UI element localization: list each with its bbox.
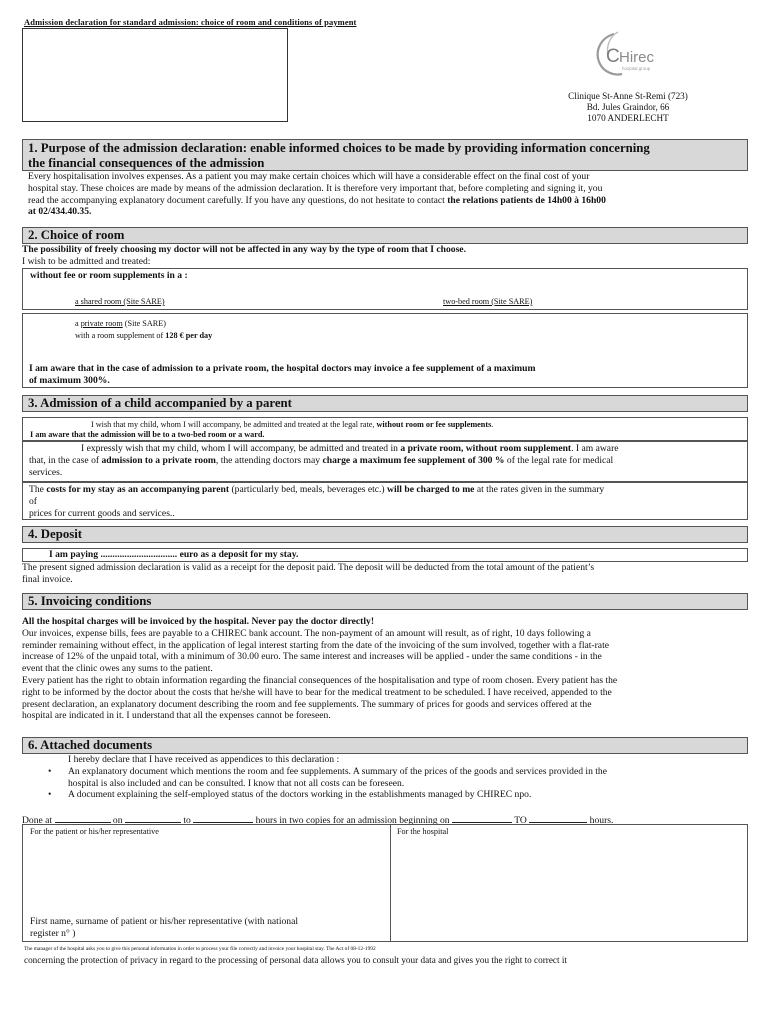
aware-line2: of maximum 300%.	[29, 374, 110, 386]
section-1-body	[28, 171, 750, 218]
child-no-supplement: without room or fee supplements	[376, 420, 492, 429]
accompanying-parent-costs	[22, 482, 748, 520]
date-field[interactable]	[125, 813, 181, 823]
section-3-heading: 3. Admission of a child accompanied by a parent	[22, 395, 748, 412]
s1-line3a: read the accompanying explanatory document carefully. If you have any questions, do not hesitate to contact	[28, 194, 445, 206]
shared-room-option[interactable]: a shared room (Site SARE)	[75, 297, 165, 306]
patient-signature-box[interactable]	[22, 824, 391, 942]
name-line1: First name, surname of patient or his/her representative (with national	[30, 916, 299, 927]
hours-text: hours in two copies for an admission beginning on	[255, 815, 450, 826]
bullet2-line: • A document explaining the self-employed status of the doctors working in the establishments managed by CHIREC npo.	[68, 789, 532, 801]
chirec-logo	[592, 28, 666, 80]
hospital-signature-box[interactable]	[390, 824, 748, 942]
section-1-heading-line1: 1. Purpose of the admission declaration: enable informed choices to be made by providing information concerning	[28, 141, 650, 155]
relations-patients-phone: at 02/434.40.35.	[28, 206, 92, 218]
p3c: (particularly bed, meals, beverages etc.)	[231, 484, 385, 495]
section-1-heading-line2: the financial consequences of the admission	[28, 156, 265, 170]
p2f: , the attending doctors may	[215, 454, 321, 466]
private-a: a	[75, 319, 79, 328]
room-option-box-1[interactable]	[22, 268, 748, 310]
s2-wish-line: I wish to be admitted and treated:	[22, 255, 151, 267]
clinic-address	[540, 91, 716, 124]
s1-line2: hospital stay. These choices are made by means of the admission declaration. It is therefore very important that, before completing and signing it, you	[28, 182, 603, 194]
section-5-heading: 5. Invoicing conditions	[22, 593, 748, 610]
deposit-line1: The present signed admission declaration is valid as a receipt for the deposit paid. The deposit will be deducted from the total amount of the patient’s	[22, 562, 595, 573]
privacy-note-small: The manager of the hospital asks you to give this personal information in order to process your file correctly and invoice your hospital stay. The Act of 08-12-1992	[24, 946, 376, 952]
child-legal-line2: I am aware that the admission will be to a two-bed room or a ward.	[30, 430, 265, 439]
child-legal-period: .	[491, 420, 494, 429]
p3f: of	[29, 495, 37, 507]
aware-line1: I am aware that in the case of admission to a private room, the hospital doctors may invoice a fee supplement of a maximum	[29, 363, 536, 374]
attached-doc-item	[22, 766, 748, 790]
on-label: on	[112, 815, 123, 826]
child-option-legal-rate[interactable]	[22, 417, 748, 441]
p2a: I expressly wish that my child, whom I will accompany, be admitted and treated in	[81, 443, 398, 454]
svg-text:hospital group: hospital group	[622, 66, 651, 71]
invoice-line: Every patient has the right to obtain information regarding the financial consequences of the hospitalisation and type of room chosen. Every patient has the	[22, 674, 618, 686]
privacy-note: concerning the protection of privacy in regard to the processing of personal data allows you to consult your data and gives you the right to correct it	[24, 955, 567, 965]
p3g: prices for current goods and services..	[29, 507, 175, 519]
section-2-heading: 2. Choice of room	[22, 227, 748, 244]
p3d: will be charged to me	[387, 484, 475, 495]
deposit-info	[22, 562, 748, 586]
room-supplement	[75, 331, 212, 341]
p2d: that, in the case of	[29, 454, 100, 466]
admission-time-field[interactable]	[529, 813, 587, 823]
relations-patients-hours: the relations patients de 14h00 à 16h00	[447, 194, 606, 206]
no-supplement-title: without fee or room supplements in a :	[30, 270, 188, 281]
section-4-heading: 4. Deposit	[22, 526, 748, 543]
chirec-logo-icon	[592, 28, 666, 80]
private-site: (Site SARE)	[124, 319, 166, 328]
invoice-line: reminder remaining without effect, in the application of legal interest starting from the date of the invoicing of the sum involved, together with a flat-rate	[22, 639, 609, 651]
child-legal-text: I wish that my child, whom I will accompany, be admitted and treated at the legal rate,	[91, 420, 375, 429]
deposit-line: I am paying ................................ euro as a deposit for my stay.	[49, 549, 299, 560]
patient-name-label	[30, 916, 380, 940]
invoicing-body	[22, 616, 748, 722]
address-line-3: 1070 ANDERLECHT	[587, 113, 669, 123]
private-room-label: private room	[80, 319, 123, 328]
invoice-line: increase of 12% of the unpaid total, with a minimum of 30.00 euro. The same interest and increases will be applied - under the same conditions - in the	[22, 651, 602, 663]
hours-label: hours.	[589, 815, 614, 826]
room-option-box-2[interactable]	[22, 313, 748, 388]
supplement-amount: 128 € per day	[165, 331, 213, 340]
address-line-2: Bd. Jules Graindor, 66	[586, 102, 670, 112]
never-pay-doctor: All the hospital charges will be invoiced by the hospital. Never pay the doctor directly!	[22, 616, 375, 627]
invoice-line: event that the clinic owes any sums to the patient.	[22, 663, 213, 675]
patient-label-box	[22, 28, 288, 122]
patient-signature-label: For the patient or his/her representative	[30, 827, 159, 836]
attached-doc-item	[22, 789, 748, 801]
private-room-option[interactable]	[75, 319, 166, 329]
to-label: to	[183, 815, 191, 826]
hospital-signature-label: For the hospital	[397, 827, 449, 836]
bullet1-line2: hospital is also included and can be consulted. I know that not all costs can be foreseen.	[68, 777, 405, 789]
private-room-warning	[29, 363, 741, 387]
supplement-text: with a room supplement of	[75, 331, 164, 340]
deposit-line2: final invoice.	[22, 573, 73, 585]
p2e: admission to a private room	[101, 454, 216, 466]
svg-text:C: C	[606, 46, 620, 67]
time-field[interactable]	[193, 813, 253, 823]
logo-wordmark: Hirec	[619, 49, 655, 66]
done-at-label: Done at	[22, 815, 53, 826]
bullet1-line1: • An explanatory document which mentions the room and fee supplements. A summary of the prices of the goods and services provided in the	[68, 765, 607, 777]
name-line2: register n° )	[30, 927, 76, 939]
attached-docs	[22, 754, 748, 801]
address-line-1: Clinique St-Anne St-Remi (723)	[568, 91, 688, 101]
invoice-line: right to be informed by the doctor about the costs that he/she will have to bear for the medical treatment to be scheduled. I have received, appended to the	[22, 686, 612, 698]
p2h: of the legal rate for medical	[506, 454, 614, 466]
p3e: at the rates given in the summary	[476, 484, 605, 495]
invoice-line: present declaration, an explanatory document describing the room and fee supplements. The summary of prices for goods and services offered at the	[22, 698, 592, 710]
child-legal-line1	[91, 420, 493, 430]
section-2-intro	[22, 244, 748, 268]
section-6-heading: 6. Attached documents	[22, 737, 748, 754]
p2g: charge a maximum fee supplement of 300 %	[322, 454, 505, 466]
p3a: The	[29, 484, 44, 495]
two-bed-room-option[interactable]: two-bed room (Site SARE)	[443, 297, 533, 306]
section-1-heading	[22, 139, 748, 171]
to2-label: TO	[514, 815, 527, 826]
attached-intro: I hereby declare that I have received as appendices to this declaration :	[68, 754, 340, 765]
p2c: . I am aware	[571, 443, 619, 454]
document-title: Admission declaration for standard admission: choice of room and conditions of payment	[24, 17, 357, 27]
child-option-private-room[interactable]	[22, 441, 748, 482]
admission-date-field[interactable]	[452, 813, 512, 823]
invoice-line: Our invoices, expense bills, fees are payable to a CHIREC bank account. The non-payment of an amount will result, as of right, 10 days following a	[22, 627, 591, 639]
p3b: costs for my stay as an accompanying parent	[46, 484, 230, 495]
invoice-line: hospital are indicated in it. I understand that all the expenses cannot be foreseen.	[22, 710, 331, 722]
deposit-field[interactable]	[22, 548, 748, 562]
s2-free-choice: The possibility of freely choosing my doctor will not be affected in any way by the type of room that I choose.	[22, 244, 466, 255]
p2i: services.	[29, 466, 63, 478]
s1-line1: Every hospitalisation involves expenses. As a patient you may make certain choices which will have a considerable effect on the final cost of your	[28, 171, 590, 182]
place-field[interactable]	[55, 813, 111, 823]
p2b: a private room, without room supplement	[400, 443, 572, 454]
